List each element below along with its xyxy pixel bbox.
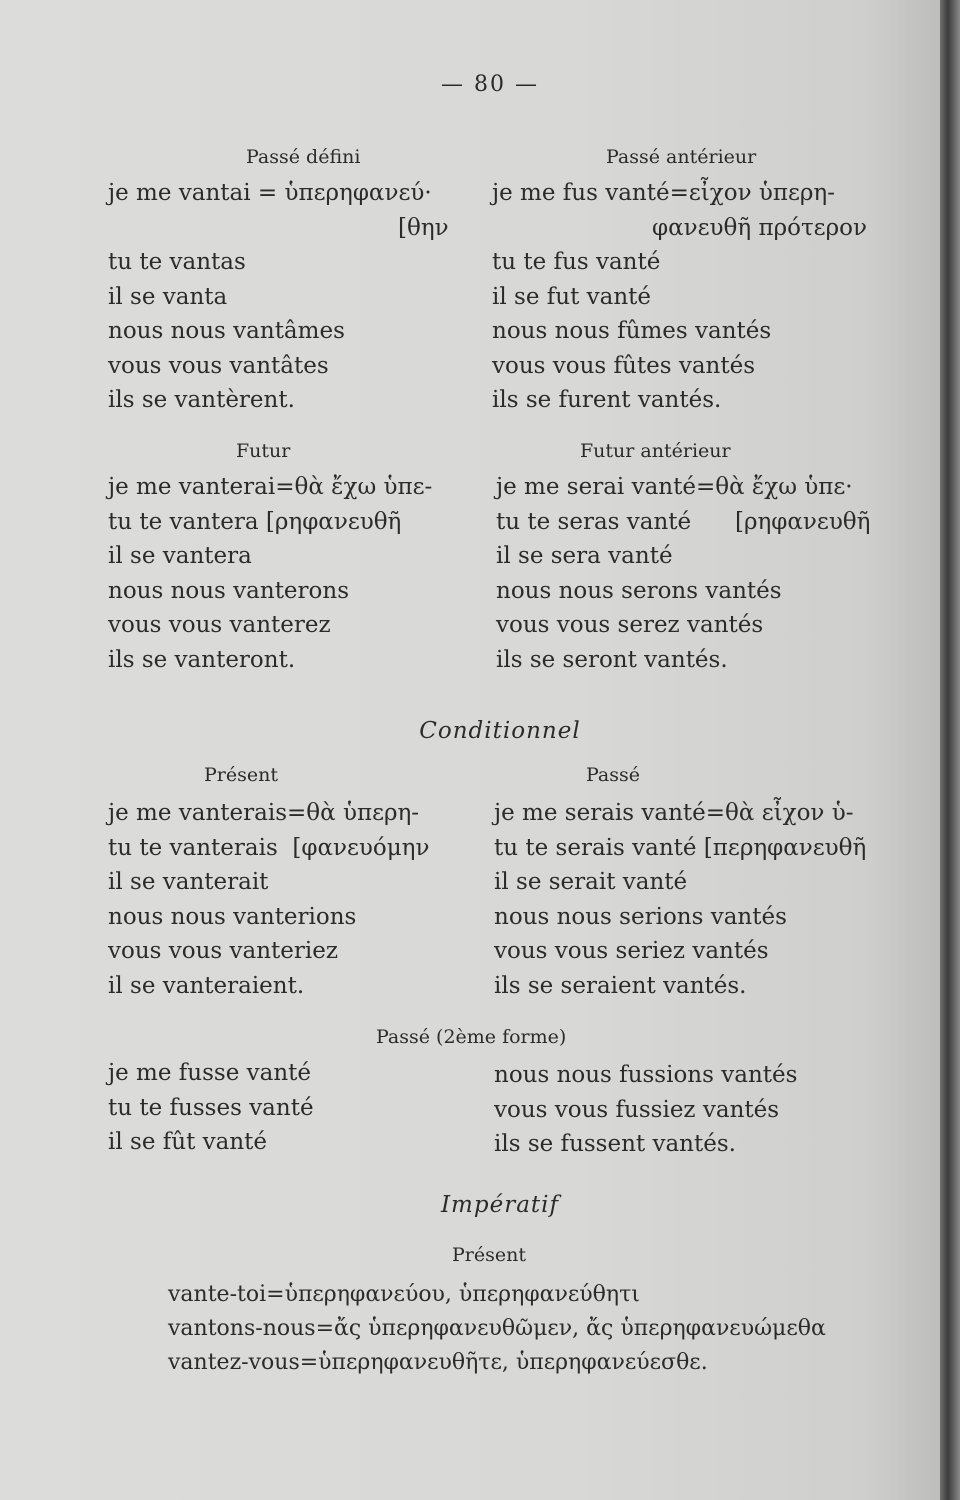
conjugation-line: tu te vantera [ρηφανευθῆ [108,508,402,535]
conjugation-line: il se vanteraient. [108,972,305,999]
conjugation-line: vantez-vous=ὑπερηφανευθῆτε, ὑπερηφανεύεσθε. [168,1350,708,1375]
heading-passe: Passé [586,764,641,786]
imperatif-block [168,1278,826,1380]
conjugation-line: vous vous fûtes vantés [492,352,756,379]
conjugation-line: nous nous vantâmes [108,318,345,344]
conjugation-line: tu te seras vanté [ρηφανευθῆ [496,508,871,535]
heading-futur: Futur [236,440,291,462]
conjugation-line: nous nous fûmes vantés [492,318,772,344]
conjugation-line: tu te vanterais [φανευόμην [108,834,430,861]
heading-passe-2eme-forme: Passé (2ème forme) [376,1026,567,1048]
conjugation-line: nous nous fussions vantés [494,1062,798,1088]
conjugation-line: tu te vantas [108,249,246,275]
conjugation-line: ils se vantèrent. [108,387,295,413]
conjugation-line: il se fut vanté [492,283,652,310]
conjugation-line: je me vantai = ὑπερηφανεύ· [108,180,432,206]
conjugation-line: vante-toi=ὑπερηφανεύου, ὑπερηφανεύθητι [168,1282,640,1307]
conjugation-line: vous vous fussiez vantés [494,1096,780,1123]
conjugation-line: je me fus vanté=εἶχον ὑπερη- [492,180,835,206]
conjugation-line: vous vous vantâtes [108,352,329,379]
conjugation-line: vous vous seriez vantés [494,938,769,964]
conjugation-line: tu te serais vanté [περηφανευθῆ [494,834,867,861]
heading-passe-defini: Passé défini [246,146,361,168]
conjugation-line: vous vous vanterez [108,612,331,638]
conjugation-line: je me serais vanté=θὰ εἶχον ὑ- [494,800,854,826]
conjugation-line: je me vanterai=θὰ ἔχω ὑπε- [108,474,433,500]
conjugation-line: [θην [398,214,449,241]
conjugation-line: vous vous serez vantés [496,612,764,638]
conditionnel-present-block [108,796,429,1003]
book-gutter [940,0,960,1500]
conjugation-line: ils se seraient vantés. [494,972,747,999]
passe-defini-block [108,176,449,418]
conjugation-line: tu te fus vanté [492,249,661,275]
conjugation-line: vantons-nous=ἄς ὑπερηφανευθῶμεν, ἄς ὑπερηφανευώμεθα [168,1316,826,1341]
conjugation-line: je me fusse vanté [108,1060,312,1086]
futur-anterieur-block [496,470,870,677]
conditionnel-passe-block [494,796,866,1003]
page-number: — 80 — [441,72,539,97]
conjugation-line: φανευθῆ πρότερον [652,214,867,241]
conjugation-line: nous nous serons vantés [496,577,782,604]
conjugation-line: il se sera vanté [496,543,673,569]
conjugation-line: ils se vanteront. [108,646,296,673]
passe-anterieur-block [492,176,867,418]
conjugation-line: il se fût vanté [108,1129,268,1155]
conjugation-line: nous nous vanterons [108,577,350,604]
conjugation-line: je me serai vanté=θὰ ἔχω ὑπε· [496,474,853,500]
conjugation-line: je me vanterais=θὰ ὑπερη- [108,800,420,826]
conjugation-line: il se vanterait [108,869,269,895]
heading-imperatif-present: Présent [452,1244,526,1266]
conjugation-line: nous nous serions vantés [494,903,787,930]
section-title-conditionnel: Conditionnel [419,718,581,744]
passe-2-right-block [494,1058,797,1162]
heading-present: Présent [204,764,278,786]
conjugation-line: nous nous vanterions [108,903,357,930]
conjugation-line: vous vous vanteriez [108,938,338,964]
conjugation-line: tu te fusses vanté [108,1094,314,1121]
conjugation-line: ils se fussent vantés. [494,1131,736,1157]
heading-futur-anterieur: Futur antérieur [580,440,731,462]
conjugation-line: il se vantera [108,543,252,569]
conjugation-line: ils se seront vantés. [496,646,728,673]
section-title-imperatif: Impératif [440,1192,560,1218]
passe-2-left-block [108,1056,314,1160]
conjugation-line: il se vanta [108,283,228,310]
conjugation-line: ils se furent vantés. [492,387,722,413]
conjugation-line: il se serait vanté [494,869,688,895]
heading-passe-anterieur: Passé antérieur [606,146,757,168]
futur-block [108,470,432,677]
